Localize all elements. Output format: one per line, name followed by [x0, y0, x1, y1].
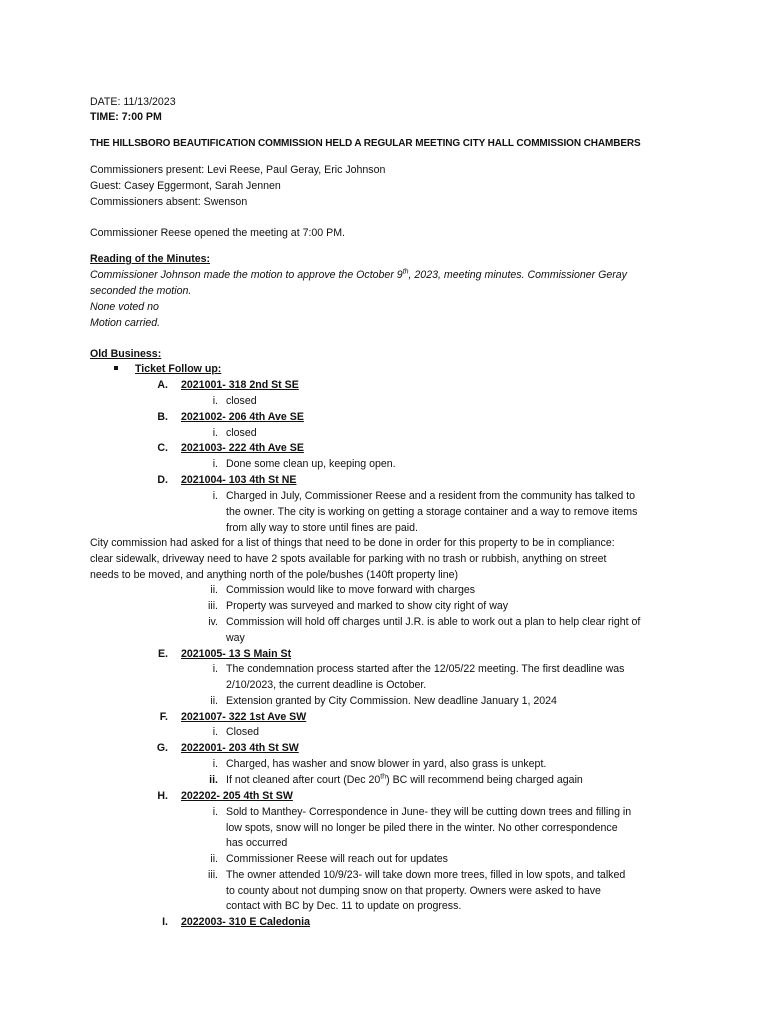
ticket-title: 2021003- 222 4th Ave SE: [181, 442, 304, 454]
compliance-note-cont: needs to be moved, and anything north of the pole/bushes (140ft property line): [90, 569, 459, 581]
old-business-heading: Old Business:: [90, 348, 162, 360]
ticket-note-cont: contact with BC by Dec. 11 to update on progress.: [226, 900, 462, 912]
ticket-note: closed: [226, 427, 257, 439]
ticket-note: Charged, has washer and snow blower in yard, also grass is unkept.: [226, 758, 547, 770]
ticket-note: The condemnation process started after the 12/05/22 meeting. The first deadline was: [226, 663, 625, 675]
ticket-title: 2022001- 203 4th St SW: [181, 742, 299, 754]
ticket-note-cont: has occurred: [226, 837, 288, 849]
ticket-title: 2021007- 322 1st Ave SW: [181, 711, 307, 723]
ticket-note-cont: the owner. The city is working on getting a storage container and a way to remove items: [226, 506, 638, 518]
ticket-title: 2021001- 318 2nd St SE: [181, 379, 299, 391]
ticket-heading: Ticket Follow up:: [135, 363, 222, 375]
roman-marker: ii.: [210, 695, 218, 707]
roman-marker: i.: [212, 427, 218, 439]
ticket-note: Property was surveyed and marked to show city right of way: [226, 600, 509, 612]
ticket-note-cont: way: [226, 632, 245, 644]
compliance-note: City commission had asked for a list of things that need to be done in order for this property to be in compliance:: [90, 537, 615, 549]
roman-marker: i.: [212, 806, 218, 818]
item-marker: D.: [157, 474, 168, 486]
commissioners-absent: Commissioners absent: Swenson: [90, 196, 248, 208]
item-marker: E.: [157, 648, 168, 660]
ticket-title: 2021002- 206 4th Ave SE: [181, 411, 304, 423]
ticket-note: Commission would like to move forward with charges: [226, 584, 476, 596]
roman-marker: i.: [212, 490, 218, 502]
roman-marker: i.: [212, 726, 218, 738]
ticket-note-cont: from ally way to store until fines are paid.: [226, 522, 418, 534]
motion-text: Commissioner Johnson made the motion to approve the October 9: [90, 269, 403, 281]
item-marker: B.: [157, 411, 168, 423]
ticket-title: 202202- 205 4th St SW: [181, 790, 293, 802]
roman-marker: iii.: [207, 600, 218, 612]
roman-marker: i.: [212, 663, 218, 675]
ticket-note-cont: 2/10/2023, the current deadline is October.: [226, 679, 427, 691]
document-title: THE HILLSBORO BEAUTIFICATION COMMISSION HELD A REGULAR MEETING CITY HALL COMMISSION CHAMBERS: [90, 138, 641, 149]
ticket-title: 2021005- 13 S Main St: [181, 648, 292, 660]
ticket-note: Commissioner Reese will reach out for updates: [226, 853, 448, 865]
ordinal-superscript: th: [380, 773, 387, 781]
roman-marker: iv.: [208, 616, 218, 628]
ticket-note: Done some clean up, keeping open.: [226, 458, 396, 470]
ticket-note: Charged in July, Commissioner Reese and a resident from the community has talked to: [226, 490, 636, 502]
ticket-note: Extension granted by City Commission. New deadline January 1, 2024: [226, 695, 557, 707]
item-marker: F.: [159, 711, 168, 723]
ticket-note-cont: low spots, snow will no longer be piled there in the winter. No other correspondence: [226, 822, 618, 834]
roman-marker: ii.: [210, 853, 218, 865]
ticket-note: [226, 773, 583, 787]
commissioners-present: Commissioners present: Levi Reese, Paul Geray, Eric Johnson: [90, 164, 386, 176]
roman-marker: i.: [212, 458, 218, 470]
opening-statement: Commissioner Reese opened the meeting at 7:00 PM.: [90, 227, 345, 239]
ordinal-superscript: th: [402, 268, 409, 276]
compliance-note-cont: clear sidewalk, driveway need to have 2 spots available for parking with no trash or rubbish, anything on street: [90, 553, 607, 565]
roman-marker: ii.: [209, 774, 218, 786]
minutes-vote: None voted no: [90, 301, 159, 313]
ticket-note-cont: to county about not dumping snow on that property. Owners were asked to have: [226, 885, 601, 897]
square-bullet-icon: [114, 366, 118, 370]
meeting-date: DATE: 11/13/2023: [90, 96, 176, 108]
roman-marker: iii.: [207, 869, 218, 881]
roman-marker: ii.: [210, 584, 218, 596]
roman-marker: i.: [212, 758, 218, 770]
ticket-title: 2022003- 310 E Caledonia: [181, 916, 310, 928]
note-text: If not cleaned after court (Dec 20: [226, 774, 381, 786]
item-marker: I.: [162, 916, 168, 928]
ticket-note: Commission will hold off charges until J.R. is able to work out a plan to help clear right of: [226, 616, 641, 628]
meeting-time: TIME: 7:00 PM: [90, 111, 162, 123]
guests: Guest: Casey Eggermont, Sarah Jennen: [90, 180, 281, 192]
minutes-motion-line-2: seconded the motion.: [90, 285, 192, 297]
ticket-note: Sold to Manthey- Correspondence in June- they will be cutting down trees and filling in: [226, 806, 632, 818]
roman-marker: i.: [212, 395, 218, 407]
item-marker: C.: [157, 442, 168, 454]
motion-text-cont: , 2023, meeting minutes. Commissioner Geray: [408, 269, 627, 281]
minutes-motion-line-1: [90, 268, 627, 282]
ticket-note: The owner attended 10/9/23- will take down more trees, filled in low spots, and talked: [226, 869, 626, 881]
ticket-note: Closed: [226, 726, 259, 738]
ticket-note: closed: [226, 395, 257, 407]
item-marker: A.: [157, 379, 168, 391]
item-marker: G.: [156, 742, 168, 754]
minutes-result: Motion carried.: [90, 317, 161, 329]
ticket-title: 2021004- 103 4th St NE: [181, 474, 297, 486]
minutes-heading: Reading of the Minutes:: [90, 253, 211, 265]
item-marker: H.: [157, 790, 168, 802]
note-text-cont: ) BC will recommend being charged again: [386, 774, 583, 786]
